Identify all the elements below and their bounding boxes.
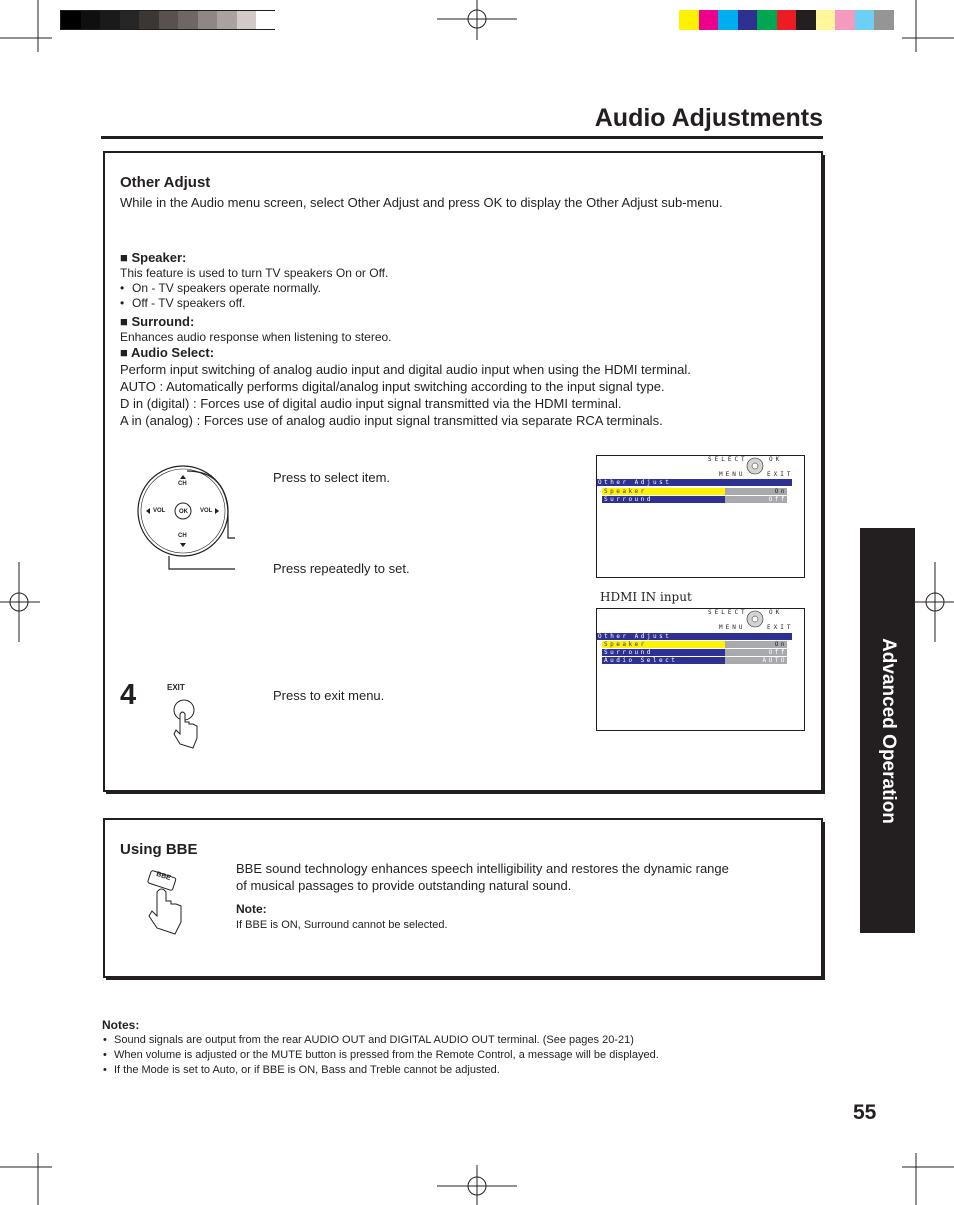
osd2-audio-select-label: Audio Select <box>602 657 725 664</box>
section-side-tab <box>860 528 915 933</box>
osd1-speaker-label: Speaker <box>602 488 725 495</box>
bbe-desc-line-1: BBE sound technology enhances speech intelligibility and restores the dynamic range <box>236 861 729 876</box>
osd-screen-hdmi <box>596 608 805 731</box>
grays-swatch <box>237 11 257 29</box>
hand-pressing-exit-icon <box>169 694 199 750</box>
speaker-title: ■ Speaker: <box>120 250 187 265</box>
vol-right-label: VOL <box>200 508 213 514</box>
osd1-joystick-icon <box>745 457 765 475</box>
brights-swatch <box>679 10 699 30</box>
audio-select-line-4: A in (analog) : Forces use of analog audio input signal transmitted via separate RCA terminals. <box>120 413 663 428</box>
brights-swatch <box>855 10 875 30</box>
brights-swatch <box>699 10 719 30</box>
other-adjust-intro: While in the Audio menu screen, select Other Adjust and press OK to display the Other Adjust sub-menu. <box>120 195 723 210</box>
osd1-speaker-value: On <box>725 488 787 495</box>
speaker-desc: This feature is used to turn TV speakers On or Off. <box>120 266 389 280</box>
grays-swatch <box>256 11 276 29</box>
speaker-on-item: • On - TV speakers operate normally. <box>120 281 321 296</box>
grays-swatch <box>61 11 81 29</box>
note-item-1: • Sound signals are output from the rear AUDIO OUT and DIGITAL AUDIO OUT terminal. (See pages 20-21) <box>102 1033 822 1048</box>
notes-section <box>102 1017 822 1078</box>
ch-down-label: CH <box>178 533 187 539</box>
audio-select-title: ■ Audio Select: <box>120 345 215 360</box>
title-rule <box>101 136 823 139</box>
audio-select-line-2: AUTO : Automatically performs digital/analog input switching according to the input signal type. <box>120 379 665 394</box>
osd2-speaker-value: On <box>725 641 787 648</box>
bbe-box <box>103 818 823 978</box>
osd2-surround-label: Surround <box>602 649 725 656</box>
page-number: 55 <box>853 1101 877 1124</box>
grays-swatch <box>178 11 198 29</box>
bbe-note-text: If BBE is ON, Surround cannot be selected. <box>236 919 448 931</box>
osd2-title: Other Adjust <box>597 633 792 640</box>
osd1-title: Other Adjust <box>597 479 792 486</box>
note-item-2: • When volume is adjusted or the MUTE button is pressed from the Remote Control, a message will be displayed. <box>102 1048 822 1063</box>
remote-dial-illustration <box>135 463 235 573</box>
osd1-ok-label: OK <box>769 456 783 463</box>
grays-swatch <box>100 11 120 29</box>
brights-swatch <box>816 10 836 30</box>
surround-desc: Enhances audio response when listening to stereo. <box>120 330 392 344</box>
osd1-exit-label: EXIT <box>767 471 794 478</box>
grays-swatch <box>159 11 179 29</box>
bbe-button-label: BBE <box>155 870 172 883</box>
osd2-exit-label: EXIT <box>767 624 794 631</box>
osd2-audio-select-value: AUTO <box>725 657 787 664</box>
note-item-3: • If the Mode is set to Auto, or if BBE is ON, Bass and Treble cannot be adjusted. <box>102 1063 822 1078</box>
color-calibration-bar <box>679 10 894 30</box>
grays-swatch <box>139 11 159 29</box>
audio-select-line-1: Perform input switching of analog audio input and digital audio input when using the HDMI terminal. <box>120 362 691 377</box>
other-adjust-heading: Other Adjust <box>120 174 211 191</box>
ch-up-label: CH <box>178 481 187 487</box>
brights-swatch <box>757 10 777 30</box>
osd1-select-label: SELECT <box>708 456 748 463</box>
press-exit-text: Press to exit menu. <box>273 688 385 703</box>
osd2-joystick-icon <box>745 610 765 628</box>
bbe-note-title: Note: <box>236 902 267 916</box>
osd1-surround-label: Surround <box>602 496 725 503</box>
speaker-off-item: • Off - TV speakers off. <box>120 296 321 311</box>
brights-swatch <box>874 10 894 30</box>
brights-swatch <box>738 10 758 30</box>
audio-select-line-3: D in (digital) : Forces use of digital audio input signal transmitted via the HDMI terminal. <box>120 396 622 411</box>
bbe-desc-line-2: of musical passages to provide outstanding natural sound. <box>236 878 572 893</box>
grays-swatch <box>120 11 140 29</box>
ok-button-label: OK <box>179 509 188 515</box>
bbe-heading: Using BBE <box>120 841 198 858</box>
notes-title: Notes: <box>102 1018 140 1032</box>
osd2-menu-label: MENU <box>719 624 746 631</box>
page-title: Audio Adjustments <box>594 104 823 132</box>
press-select-text: Press to select item. <box>273 470 391 485</box>
vol-left-label: VOL <box>153 508 166 514</box>
brights-swatch <box>718 10 738 30</box>
step-number: 4 <box>120 679 137 711</box>
press-set-text: Press repeatedly to set. <box>273 561 410 576</box>
osd1-surround-value: Off <box>725 496 787 503</box>
osd1-menu-label: MENU <box>719 471 746 478</box>
osd-screen-standard <box>596 455 805 578</box>
brights-swatch <box>777 10 797 30</box>
osd2-speaker-label: Speaker <box>602 641 725 648</box>
side-tab-label: Advanced Operation <box>877 637 899 824</box>
osd2-ok-label: OK <box>769 609 783 616</box>
brights-swatch <box>835 10 855 30</box>
exit-button-label: EXIT <box>167 683 185 692</box>
gray-calibration-bar <box>60 10 275 30</box>
grays-swatch <box>198 11 218 29</box>
osd2-surround-value: Off <box>725 649 787 656</box>
hdmi-input-label: HDMI IN input <box>600 590 692 604</box>
osd2-select-label: SELECT <box>708 609 748 616</box>
grays-swatch <box>81 11 101 29</box>
brights-swatch <box>796 10 816 30</box>
surround-title: ■ Surround: <box>120 314 195 329</box>
grays-swatch <box>217 11 237 29</box>
